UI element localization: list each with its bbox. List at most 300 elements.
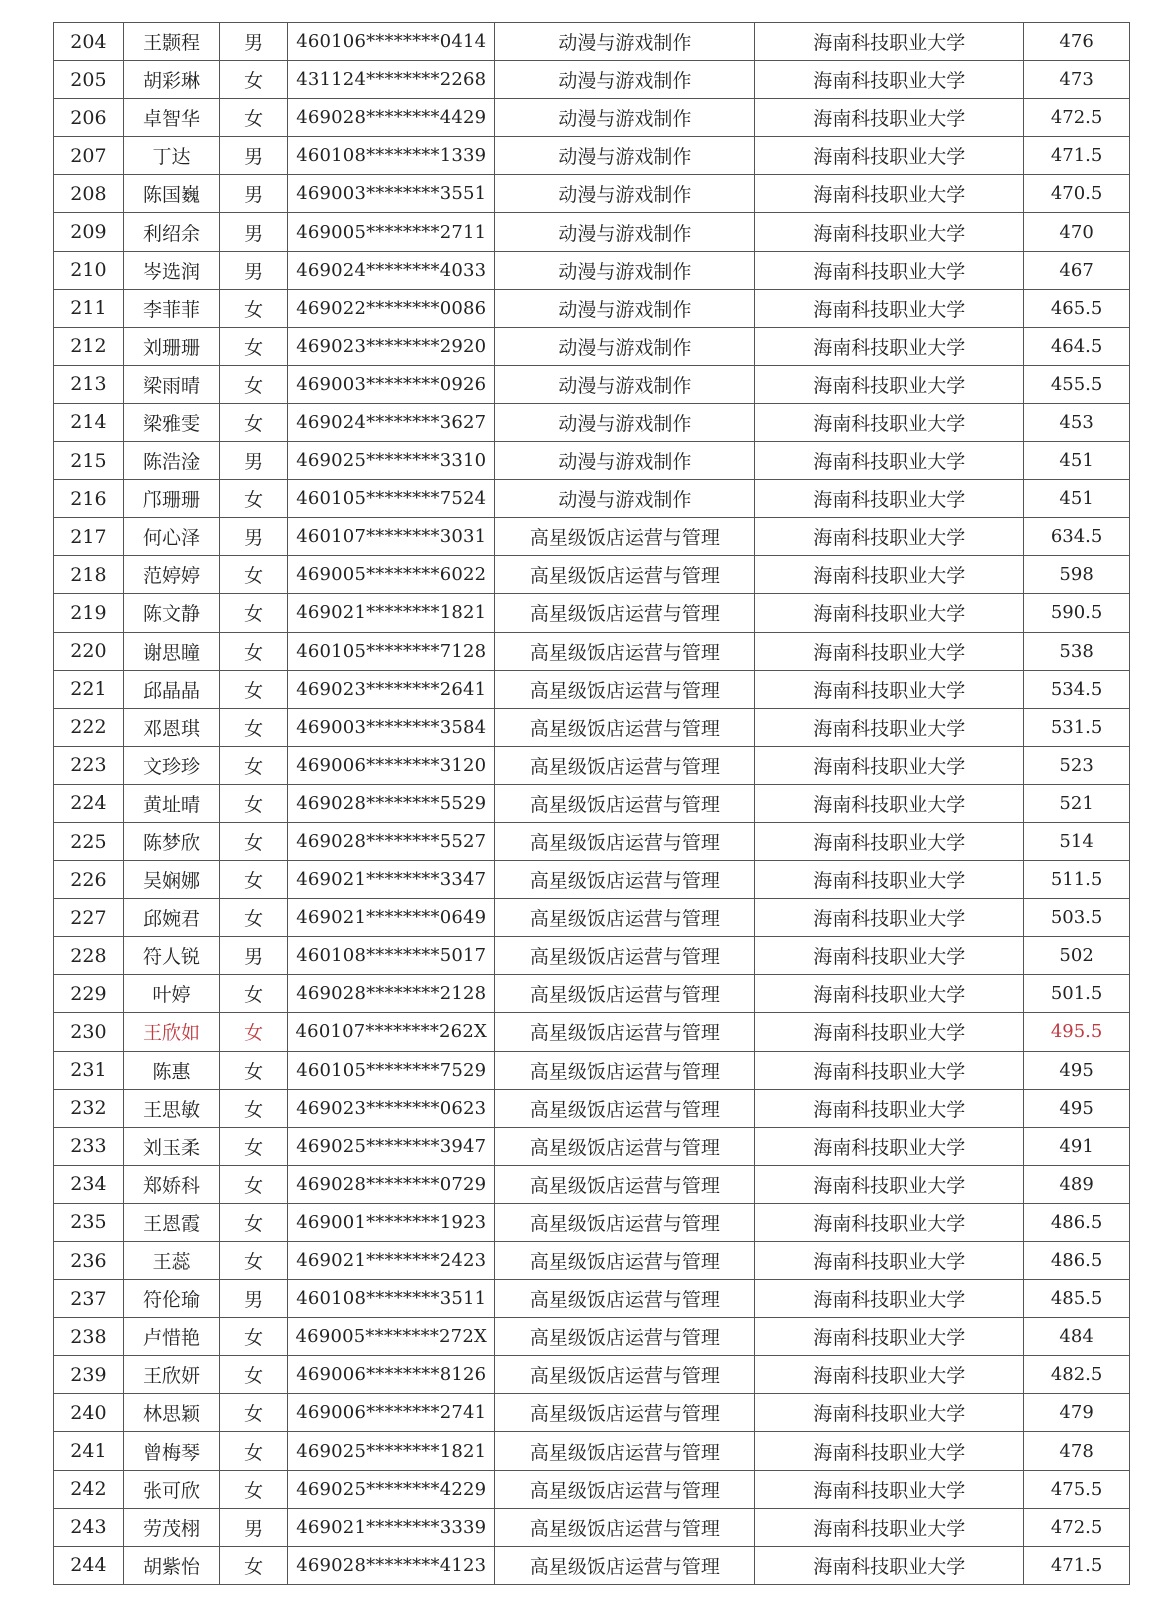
row-number-cell: 238: [54, 1318, 124, 1356]
table-row: [54, 1394, 1130, 1432]
gender-cell: 女: [220, 289, 288, 327]
score-cell: 451: [1024, 480, 1130, 518]
student-name-cell: 符人锐: [123, 937, 220, 975]
table-row: [54, 213, 1130, 251]
row-number-cell: 241: [54, 1432, 124, 1470]
score-cell: 471.5: [1024, 137, 1130, 175]
score-cell: 455.5: [1024, 365, 1130, 403]
school-cell: 海南科技职业大学: [755, 1432, 1024, 1470]
id-number-cell: 469021********1821: [288, 594, 495, 632]
table-row: [54, 556, 1130, 594]
row-number-cell: 232: [54, 1089, 124, 1127]
id-number-cell: 469023********0623: [288, 1089, 495, 1127]
gender-cell: 男: [220, 518, 288, 556]
school-cell: 海南科技职业大学: [755, 442, 1024, 480]
gender-cell: 男: [220, 213, 288, 251]
score-cell: 478: [1024, 1432, 1130, 1470]
student-name-cell: 邝珊珊: [123, 480, 220, 518]
id-number-cell: 469003********3551: [288, 175, 495, 213]
table-row: [54, 23, 1130, 61]
row-number-cell: 229: [54, 975, 124, 1013]
row-number-cell: 234: [54, 1165, 124, 1203]
student-name-cell: 张可欣: [123, 1470, 220, 1508]
table-row: [54, 708, 1130, 746]
id-number-cell: 469001********1923: [288, 1203, 495, 1241]
row-number-cell: 219: [54, 594, 124, 632]
gender-cell: 女: [220, 861, 288, 899]
row-number-cell: 230: [54, 1013, 124, 1051]
school-cell: 海南科技职业大学: [755, 556, 1024, 594]
school-cell: 海南科技职业大学: [755, 1280, 1024, 1318]
score-cell: 538: [1024, 632, 1130, 670]
row-number-cell: 213: [54, 365, 124, 403]
table-row: [54, 1470, 1130, 1508]
major-cell: 动漫与游戏制作: [495, 289, 755, 327]
major-cell: 高星级饭店运营与管理: [495, 1013, 755, 1051]
score-cell: 476: [1024, 23, 1130, 61]
row-number-cell: 212: [54, 327, 124, 365]
id-number-cell: 469006********2741: [288, 1394, 495, 1432]
school-cell: 海南科技职业大学: [755, 1470, 1024, 1508]
table-row: [54, 1432, 1130, 1470]
school-cell: 海南科技职业大学: [755, 403, 1024, 441]
row-number-cell: 209: [54, 213, 124, 251]
id-number-cell: 469028********2128: [288, 975, 495, 1013]
row-number-cell: 207: [54, 137, 124, 175]
school-cell: 海南科技职业大学: [755, 1242, 1024, 1280]
id-number-cell: 469028********4123: [288, 1546, 495, 1584]
school-cell: 海南科技职业大学: [755, 975, 1024, 1013]
score-cell: 467: [1024, 251, 1130, 289]
id-number-cell: 469005********6022: [288, 556, 495, 594]
score-cell: 470: [1024, 213, 1130, 251]
table-row: [54, 1013, 1130, 1051]
major-cell: 动漫与游戏制作: [495, 61, 755, 99]
score-cell: 491: [1024, 1127, 1130, 1165]
school-cell: 海南科技职业大学: [755, 670, 1024, 708]
gender-cell: 女: [220, 899, 288, 937]
score-cell: 465.5: [1024, 289, 1130, 327]
student-name-cell: 邓恩琪: [123, 708, 220, 746]
student-name-cell: 曾梅琴: [123, 1432, 220, 1470]
gender-cell: 女: [220, 1127, 288, 1165]
id-number-cell: 460105********7529: [288, 1051, 495, 1089]
gender-cell: 女: [220, 365, 288, 403]
major-cell: 高星级饭店运营与管理: [495, 1508, 755, 1546]
student-name-cell: 卢惜艳: [123, 1318, 220, 1356]
major-cell: 高星级饭店运营与管理: [495, 1546, 755, 1584]
id-number-cell: 469006********8126: [288, 1356, 495, 1394]
table-row: [54, 403, 1130, 441]
school-cell: 海南科技职业大学: [755, 1013, 1024, 1051]
gender-cell: 女: [220, 1089, 288, 1127]
school-cell: 海南科技职业大学: [755, 746, 1024, 784]
score-cell: 514: [1024, 822, 1130, 860]
id-number-cell: 469023********2920: [288, 327, 495, 365]
row-number-cell: 243: [54, 1508, 124, 1546]
school-cell: 海南科技职业大学: [755, 365, 1024, 403]
score-cell: 475.5: [1024, 1470, 1130, 1508]
student-name-cell: 劳茂栩: [123, 1508, 220, 1546]
major-cell: 动漫与游戏制作: [495, 213, 755, 251]
school-cell: 海南科技职业大学: [755, 784, 1024, 822]
gender-cell: 女: [220, 670, 288, 708]
student-name-cell: 郑娇科: [123, 1165, 220, 1203]
major-cell: 动漫与游戏制作: [495, 23, 755, 61]
row-number-cell: 225: [54, 822, 124, 860]
row-number-cell: 221: [54, 670, 124, 708]
id-number-cell: 460107********262X: [288, 1013, 495, 1051]
major-cell: 高星级饭店运营与管理: [495, 1394, 755, 1432]
id-number-cell: 469006********3120: [288, 746, 495, 784]
gender-cell: 女: [220, 1394, 288, 1432]
major-cell: 动漫与游戏制作: [495, 251, 755, 289]
table-row: [54, 1356, 1130, 1394]
school-cell: 海南科技职业大学: [755, 632, 1024, 670]
school-cell: 海南科技职业大学: [755, 899, 1024, 937]
score-cell: 598: [1024, 556, 1130, 594]
student-name-cell: 梁雅雯: [123, 403, 220, 441]
student-name-cell: 谢思瞳: [123, 632, 220, 670]
score-cell: 464.5: [1024, 327, 1130, 365]
table-row: [54, 746, 1130, 784]
major-cell: 高星级饭店运营与管理: [495, 556, 755, 594]
id-number-cell: 469021********0649: [288, 899, 495, 937]
major-cell: 高星级饭店运营与管理: [495, 594, 755, 632]
score-cell: 472.5: [1024, 99, 1130, 137]
table-row: [54, 442, 1130, 480]
table-row: [54, 175, 1130, 213]
table-row: [54, 1089, 1130, 1127]
table-row: [54, 822, 1130, 860]
id-number-cell: 469022********0086: [288, 289, 495, 327]
table-row: [54, 1318, 1130, 1356]
id-number-cell: 469021********2423: [288, 1242, 495, 1280]
major-cell: 高星级饭店运营与管理: [495, 975, 755, 1013]
id-number-cell: 469023********2641: [288, 670, 495, 708]
student-name-cell: 利绍余: [123, 213, 220, 251]
student-name-cell: 陈惠: [123, 1051, 220, 1089]
student-name-cell: 王蕊: [123, 1242, 220, 1280]
score-cell: 495.5: [1024, 1013, 1130, 1051]
id-number-cell: 469024********4033: [288, 251, 495, 289]
id-number-cell: 469003********0926: [288, 365, 495, 403]
major-cell: 动漫与游戏制作: [495, 480, 755, 518]
row-number-cell: 215: [54, 442, 124, 480]
row-number-cell: 217: [54, 518, 124, 556]
table-row: [54, 289, 1130, 327]
table-row: [54, 1127, 1130, 1165]
table-row: [54, 99, 1130, 137]
school-cell: 海南科技职业大学: [755, 99, 1024, 137]
major-cell: 高星级饭店运营与管理: [495, 784, 755, 822]
student-name-cell: 丁达: [123, 137, 220, 175]
school-cell: 海南科技职业大学: [755, 61, 1024, 99]
table-body: [54, 23, 1130, 1585]
student-name-cell: 岑选润: [123, 251, 220, 289]
table-row: [54, 784, 1130, 822]
student-name-cell: 文珍珍: [123, 746, 220, 784]
school-cell: 海南科技职业大学: [755, 518, 1024, 556]
table-row: [54, 518, 1130, 556]
id-number-cell: 469025********4229: [288, 1470, 495, 1508]
major-cell: 高星级饭店运营与管理: [495, 1356, 755, 1394]
table-row: [54, 327, 1130, 365]
major-cell: 高星级饭店运营与管理: [495, 708, 755, 746]
gender-cell: 女: [220, 632, 288, 670]
student-name-cell: 邱婉君: [123, 899, 220, 937]
gender-cell: 女: [220, 784, 288, 822]
table-row: [54, 975, 1130, 1013]
gender-cell: 女: [220, 1546, 288, 1584]
score-cell: 486.5: [1024, 1203, 1130, 1241]
student-name-cell: 黄址晴: [123, 784, 220, 822]
major-cell: 高星级饭店运营与管理: [495, 670, 755, 708]
major-cell: 高星级饭店运营与管理: [495, 1470, 755, 1508]
id-number-cell: 469025********3947: [288, 1127, 495, 1165]
major-cell: 高星级饭店运营与管理: [495, 1051, 755, 1089]
school-cell: 海南科技职业大学: [755, 594, 1024, 632]
table-row: [54, 899, 1130, 937]
table-row: [54, 365, 1130, 403]
gender-cell: 男: [220, 23, 288, 61]
student-name-cell: 符伦瑜: [123, 1280, 220, 1318]
score-cell: 470.5: [1024, 175, 1130, 213]
score-cell: 482.5: [1024, 1356, 1130, 1394]
gender-cell: 女: [220, 480, 288, 518]
major-cell: 高星级饭店运营与管理: [495, 1165, 755, 1203]
major-cell: 动漫与游戏制作: [495, 327, 755, 365]
table-row: [54, 1051, 1130, 1089]
score-cell: 523: [1024, 746, 1130, 784]
school-cell: 海南科技职业大学: [755, 937, 1024, 975]
score-cell: 472.5: [1024, 1508, 1130, 1546]
row-number-cell: 218: [54, 556, 124, 594]
gender-cell: 女: [220, 1203, 288, 1241]
major-cell: 高星级饭店运营与管理: [495, 1127, 755, 1165]
school-cell: 海南科技职业大学: [755, 1089, 1024, 1127]
gender-cell: 女: [220, 1470, 288, 1508]
major-cell: 高星级饭店运营与管理: [495, 1089, 755, 1127]
score-cell: 495: [1024, 1051, 1130, 1089]
id-number-cell: 469024********3627: [288, 403, 495, 441]
school-cell: 海南科技职业大学: [755, 1318, 1024, 1356]
student-name-cell: 刘玉柔: [123, 1127, 220, 1165]
school-cell: 海南科技职业大学: [755, 1356, 1024, 1394]
student-name-cell: 陈国巍: [123, 175, 220, 213]
student-name-cell: 王思敏: [123, 1089, 220, 1127]
major-cell: 高星级饭店运营与管理: [495, 746, 755, 784]
score-cell: 479: [1024, 1394, 1130, 1432]
row-number-cell: 240: [54, 1394, 124, 1432]
major-cell: 动漫与游戏制作: [495, 137, 755, 175]
student-name-cell: 陈梦欣: [123, 822, 220, 860]
major-cell: 动漫与游戏制作: [495, 365, 755, 403]
major-cell: 高星级饭店运营与管理: [495, 518, 755, 556]
gender-cell: 女: [220, 1242, 288, 1280]
row-number-cell: 222: [54, 708, 124, 746]
school-cell: 海南科技职业大学: [755, 1508, 1024, 1546]
gender-cell: 男: [220, 937, 288, 975]
school-cell: 海南科技职业大学: [755, 1051, 1024, 1089]
score-cell: 453: [1024, 403, 1130, 441]
id-number-cell: 469028********4429: [288, 99, 495, 137]
row-number-cell: 237: [54, 1280, 124, 1318]
major-cell: 高星级饭店运营与管理: [495, 937, 755, 975]
score-cell: 484: [1024, 1318, 1130, 1356]
student-name-cell: 梁雨晴: [123, 365, 220, 403]
id-number-cell: 469003********3584: [288, 708, 495, 746]
gender-cell: 女: [220, 403, 288, 441]
school-cell: 海南科技职业大学: [755, 175, 1024, 213]
table-row: [54, 632, 1130, 670]
gender-cell: 女: [220, 1013, 288, 1051]
table-row: [54, 1546, 1130, 1584]
table-row: [54, 861, 1130, 899]
id-number-cell: 460108********5017: [288, 937, 495, 975]
row-number-cell: 211: [54, 289, 124, 327]
major-cell: 动漫与游戏制作: [495, 403, 755, 441]
gender-cell: 女: [220, 556, 288, 594]
id-number-cell: 469005********272X: [288, 1318, 495, 1356]
student-name-cell: 王欣妍: [123, 1356, 220, 1394]
id-number-cell: 460105********7128: [288, 632, 495, 670]
school-cell: 海南科技职业大学: [755, 1394, 1024, 1432]
row-number-cell: 235: [54, 1203, 124, 1241]
major-cell: 高星级饭店运营与管理: [495, 1203, 755, 1241]
row-number-cell: 236: [54, 1242, 124, 1280]
id-number-cell: 460108********3511: [288, 1280, 495, 1318]
school-cell: 海南科技职业大学: [755, 327, 1024, 365]
student-name-cell: 邱晶晶: [123, 670, 220, 708]
gender-cell: 男: [220, 1508, 288, 1546]
student-name-cell: 李菲菲: [123, 289, 220, 327]
score-cell: 511.5: [1024, 861, 1130, 899]
school-cell: 海南科技职业大学: [755, 23, 1024, 61]
table-row: [54, 61, 1130, 99]
row-number-cell: 233: [54, 1127, 124, 1165]
row-number-cell: 210: [54, 251, 124, 289]
major-cell: 动漫与游戏制作: [495, 175, 755, 213]
table-row: [54, 670, 1130, 708]
gender-cell: 女: [220, 327, 288, 365]
student-name-cell: 卓智华: [123, 99, 220, 137]
row-number-cell: 214: [54, 403, 124, 441]
student-name-cell: 林思颖: [123, 1394, 220, 1432]
row-number-cell: 204: [54, 23, 124, 61]
school-cell: 海南科技职业大学: [755, 1127, 1024, 1165]
table-row: [54, 1242, 1130, 1280]
id-number-cell: 469025********1821: [288, 1432, 495, 1470]
major-cell: 动漫与游戏制作: [495, 442, 755, 480]
table-row: [54, 1165, 1130, 1203]
student-name-cell: 何心泽: [123, 518, 220, 556]
row-number-cell: 228: [54, 937, 124, 975]
school-cell: 海南科技职业大学: [755, 861, 1024, 899]
id-number-cell: 469021********3339: [288, 1508, 495, 1546]
row-number-cell: 239: [54, 1356, 124, 1394]
gender-cell: 男: [220, 442, 288, 480]
gender-cell: 女: [220, 1165, 288, 1203]
score-cell: 590.5: [1024, 594, 1130, 632]
gender-cell: 女: [220, 1432, 288, 1470]
table-row: [54, 251, 1130, 289]
table-row: [54, 1203, 1130, 1241]
id-number-cell: 460105********7524: [288, 480, 495, 518]
major-cell: 高星级饭店运营与管理: [495, 1318, 755, 1356]
score-cell: 521: [1024, 784, 1130, 822]
school-cell: 海南科技职业大学: [755, 1165, 1024, 1203]
id-number-cell: 460106********0414: [288, 23, 495, 61]
student-name-cell: 王恩霞: [123, 1203, 220, 1241]
school-cell: 海南科技职业大学: [755, 251, 1024, 289]
gender-cell: 女: [220, 594, 288, 632]
table-row: [54, 1508, 1130, 1546]
school-cell: 海南科技职业大学: [755, 480, 1024, 518]
id-number-cell: 431124********2268: [288, 61, 495, 99]
major-cell: 高星级饭店运营与管理: [495, 1432, 755, 1470]
table-row: [54, 1280, 1130, 1318]
score-cell: 486.5: [1024, 1242, 1130, 1280]
student-name-cell: 吴娴娜: [123, 861, 220, 899]
gender-cell: 女: [220, 822, 288, 860]
row-number-cell: 231: [54, 1051, 124, 1089]
id-number-cell: 469025********3310: [288, 442, 495, 480]
score-cell: 534.5: [1024, 670, 1130, 708]
student-name-cell: 王欣如: [123, 1013, 220, 1051]
score-cell: 489: [1024, 1165, 1130, 1203]
score-cell: 634.5: [1024, 518, 1130, 556]
score-cell: 501.5: [1024, 975, 1130, 1013]
school-cell: 海南科技职业大学: [755, 213, 1024, 251]
major-cell: 高星级饭店运营与管理: [495, 1280, 755, 1318]
row-number-cell: 242: [54, 1470, 124, 1508]
row-number-cell: 208: [54, 175, 124, 213]
score-cell: 485.5: [1024, 1280, 1130, 1318]
gender-cell: 男: [220, 251, 288, 289]
id-number-cell: 460107********3031: [288, 518, 495, 556]
student-name-cell: 胡紫怡: [123, 1546, 220, 1584]
student-name-cell: 叶婷: [123, 975, 220, 1013]
gender-cell: 男: [220, 137, 288, 175]
row-number-cell: 206: [54, 99, 124, 137]
row-number-cell: 244: [54, 1546, 124, 1584]
table-row: [54, 480, 1130, 518]
row-number-cell: 220: [54, 632, 124, 670]
id-number-cell: 469021********3347: [288, 861, 495, 899]
id-number-cell: 469028********5529: [288, 784, 495, 822]
gender-cell: 女: [220, 746, 288, 784]
student-name-cell: 王颢程: [123, 23, 220, 61]
gender-cell: 女: [220, 1051, 288, 1089]
major-cell: 高星级饭店运营与管理: [495, 822, 755, 860]
score-cell: 503.5: [1024, 899, 1130, 937]
score-cell: 502: [1024, 937, 1130, 975]
major-cell: 高星级饭店运营与管理: [495, 899, 755, 937]
school-cell: 海南科技职业大学: [755, 1546, 1024, 1584]
school-cell: 海南科技职业大学: [755, 708, 1024, 746]
major-cell: 高星级饭店运营与管理: [495, 632, 755, 670]
student-name-cell: 陈浩淦: [123, 442, 220, 480]
row-number-cell: 205: [54, 61, 124, 99]
student-name-cell: 刘珊珊: [123, 327, 220, 365]
gender-cell: 女: [220, 61, 288, 99]
table-row: [54, 594, 1130, 632]
score-cell: 473: [1024, 61, 1130, 99]
school-cell: 海南科技职业大学: [755, 1203, 1024, 1241]
id-number-cell: 469028********5527: [288, 822, 495, 860]
row-number-cell: 216: [54, 480, 124, 518]
